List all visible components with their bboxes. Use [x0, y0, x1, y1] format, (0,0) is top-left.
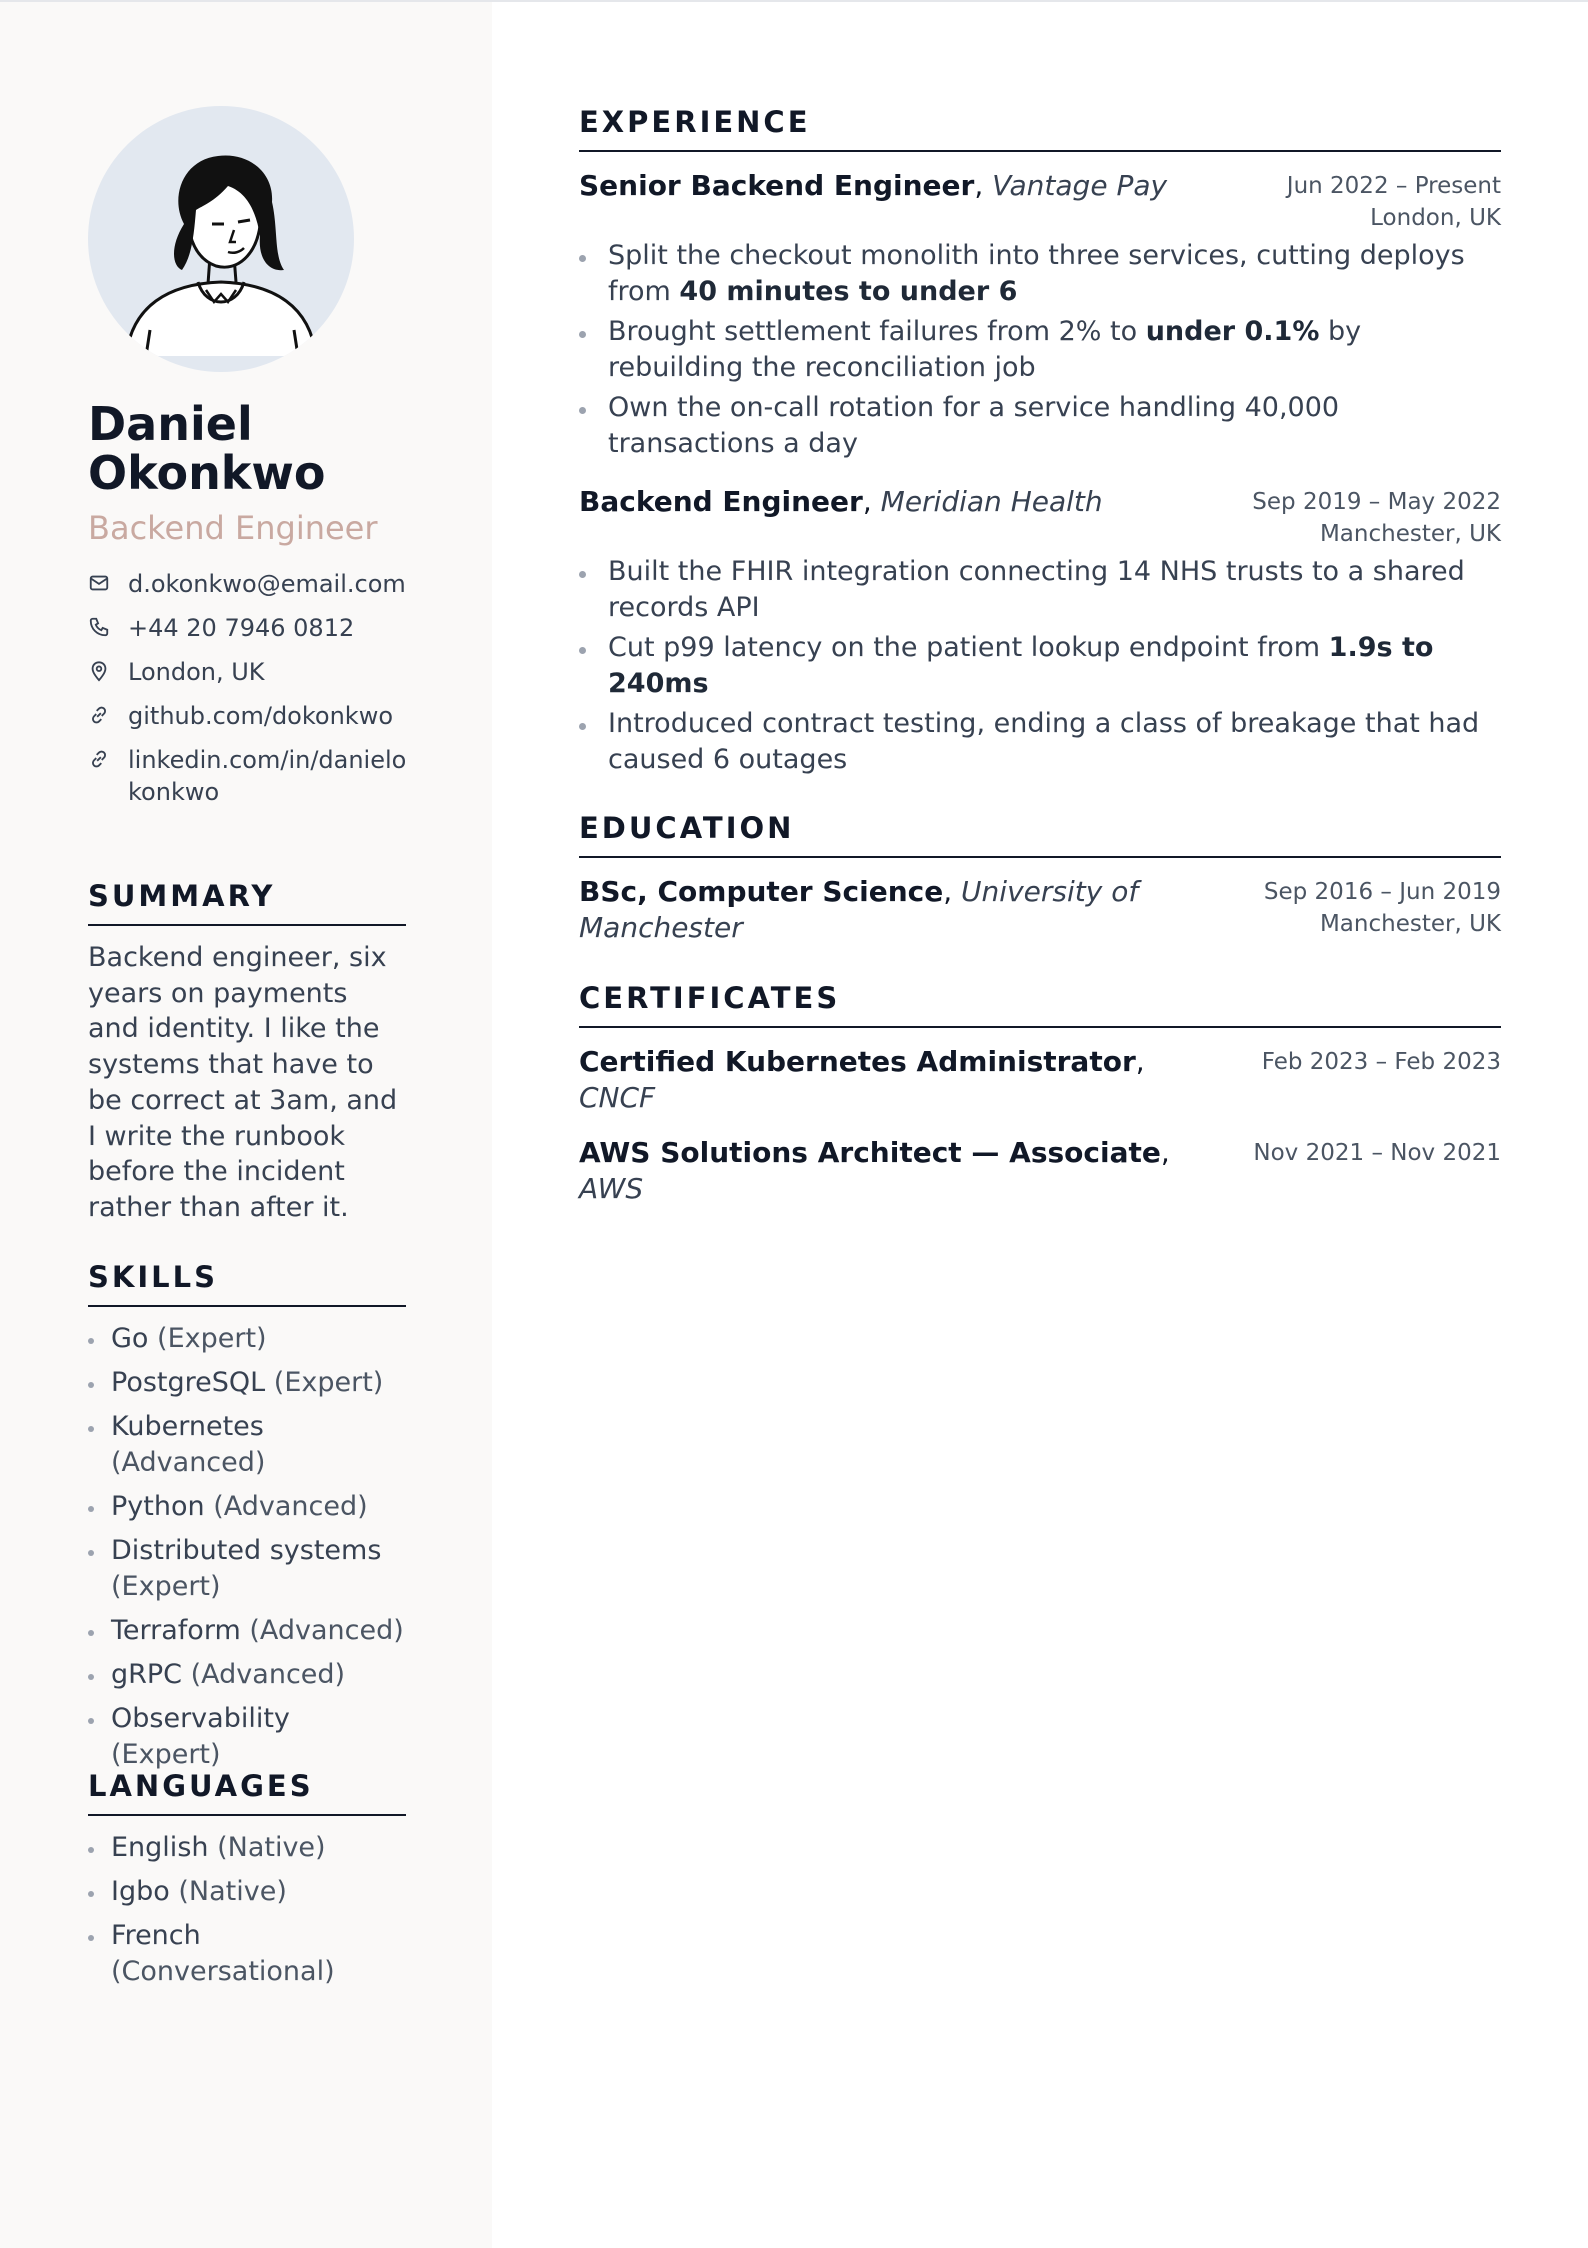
bullet-text: by rebuilding the reconciliation job — [608, 316, 1362, 383]
list-item — [88, 1701, 406, 1773]
job-dates: Jun 2022 – Present — [1286, 173, 1501, 199]
job-title-line: Backend Engineer, Meridian Health — [579, 485, 1103, 518]
job-title-line: Senior Backend Engineer, Vantage Pay — [579, 169, 1168, 202]
list-item — [579, 238, 1501, 310]
certificate-entry — [579, 1135, 1501, 1207]
job-role: Senior Backend Engineer — [579, 169, 975, 202]
contact-github-text: github.com/dokonkwo — [128, 702, 394, 730]
candidate-name: Daniel Okonkwo — [88, 397, 326, 500]
bullet-highlight: 1.9s to 240ms — [608, 632, 1434, 699]
bullet-text: Cut p99 latency on the patient lookup endpoint from — [608, 632, 1329, 663]
languages-heading: LANGUAGES — [88, 1768, 406, 1816]
education-entry — [579, 874, 1501, 946]
certificate-dates: Nov 2021 – Nov 2021 — [1253, 1140, 1501, 1166]
list-item — [88, 1918, 406, 1990]
languages-section — [88, 1768, 406, 1998]
language-level: (Native) — [178, 1876, 287, 1907]
skills-section — [88, 1259, 406, 1781]
contact-location-text: London, UK — [128, 658, 265, 686]
avatar — [88, 106, 354, 372]
language-level: (Native) — [217, 1832, 326, 1863]
list-item — [579, 390, 1501, 462]
list-item — [579, 554, 1501, 626]
sidebar — [0, 2, 492, 2248]
list-item — [88, 1613, 406, 1649]
list-item — [579, 314, 1501, 386]
contact-linkedin[interactable] — [88, 744, 418, 808]
bullet-text: Split the checkout monolith into three services, cutting deploys from — [608, 240, 1465, 307]
list-item — [579, 630, 1501, 702]
contact-email[interactable] — [88, 568, 418, 600]
certificates-heading: CERTIFICATES — [579, 980, 1501, 1028]
skill-level: (Advanced) — [213, 1491, 368, 1522]
certificate-entry — [579, 1044, 1501, 1116]
skill-level: (Expert) — [111, 1571, 221, 1602]
degree: BSc, Computer Science — [579, 875, 944, 908]
contact-location — [88, 656, 418, 688]
contact-linkedin-text: linkedin.com/in/danielokonkwo — [128, 746, 407, 806]
institution: University of Manchester — [579, 875, 1139, 944]
language-name: English — [111, 1832, 209, 1863]
bullet-text: Built the FHIR integration connecting 14 NHS trusts to a shared records API — [608, 556, 1465, 623]
skill-level: (Advanced) — [111, 1447, 266, 1478]
skill-name: Kubernetes — [111, 1411, 264, 1442]
bullet-text: Own the on-call rotation for a service handling 40,000 transactions a day — [608, 392, 1340, 459]
summary-text: Backend engineer, six years on payments and identity. I like the systems that have to be correct at 3am, and I write the runbook before the incident rather than after it. — [88, 942, 398, 1223]
skill-name: Python — [111, 1491, 205, 1522]
summary-section — [88, 878, 406, 1226]
job-location: London, UK — [1370, 205, 1501, 231]
skill-level: (Expert) — [273, 1367, 384, 1398]
skill-level: (Expert) — [111, 1739, 221, 1770]
job-entry — [579, 168, 1501, 466]
job-meta — [1252, 484, 1501, 550]
list-item — [579, 706, 1501, 778]
job-company: Meridian Health — [880, 485, 1103, 518]
job-meta — [1287, 168, 1501, 234]
contact-list — [88, 568, 418, 820]
person-illustration-icon — [88, 106, 354, 372]
education-meta — [1264, 874, 1501, 940]
language-name: French — [111, 1920, 201, 1951]
bullet-text: Introduced contract testing, ending a class of breakage that had caused 6 outages — [608, 708, 1480, 775]
skill-name: Go — [111, 1323, 149, 1354]
languages-list — [88, 1830, 406, 1990]
location-pin-icon — [88, 658, 116, 686]
candidate-title: Backend Engineer — [88, 509, 378, 547]
list-item — [88, 1874, 406, 1910]
skill-level: (Advanced) — [249, 1615, 404, 1646]
job-entry — [579, 484, 1501, 782]
job-company: Vantage Pay — [992, 169, 1168, 202]
skills-list — [88, 1321, 406, 1773]
link-icon — [88, 702, 116, 730]
certificate-title-line: Certified Kubernetes Administrator, CNCF — [579, 1045, 1145, 1114]
education-title-line: BSc, Computer Science, University of Manchester — [579, 875, 1139, 944]
list-item — [88, 1657, 406, 1693]
skill-name: Observability — [111, 1703, 290, 1734]
contact-phone[interactable] — [88, 612, 418, 644]
job-location: Manchester, UK — [1319, 521, 1501, 547]
contact-email-text: d.okonkwo@email.com — [128, 570, 406, 598]
certificate-title-line: AWS Solutions Architect — Associate, AWS — [579, 1136, 1170, 1205]
education-location: Manchester, UK — [1319, 911, 1501, 937]
skill-name: PostgreSQL — [111, 1367, 266, 1398]
mail-icon — [88, 570, 116, 598]
contact-phone-text: +44 20 7946 0812 — [128, 614, 355, 642]
language-level: (Conversational) — [111, 1956, 335, 1987]
job-role: Backend Engineer — [579, 485, 863, 518]
bullet-highlight: 40 minutes to under 6 — [679, 276, 1018, 307]
link-icon — [88, 746, 116, 774]
list-item — [88, 1489, 406, 1525]
list-item — [88, 1409, 406, 1481]
job-bullets — [579, 238, 1501, 462]
job-dates: Sep 2019 – May 2022 — [1252, 489, 1501, 515]
phone-icon — [88, 614, 116, 642]
skill-name: Terraform — [111, 1615, 241, 1646]
skill-name: Distributed systems — [111, 1535, 382, 1566]
language-name: Igbo — [111, 1876, 170, 1907]
list-item — [88, 1533, 406, 1605]
skill-name: gRPC — [111, 1659, 183, 1690]
education-dates: Sep 2016 – Jun 2019 — [1263, 879, 1501, 905]
list-item — [88, 1365, 406, 1401]
list-item — [88, 1321, 406, 1357]
certificate-issuer: AWS — [579, 1172, 644, 1205]
certificate-name: AWS Solutions Architect — Associate — [579, 1136, 1161, 1169]
certificate-name: Certified Kubernetes Administrator — [579, 1045, 1136, 1078]
education-heading: EDUCATION — [579, 810, 1501, 858]
skill-level: (Expert) — [157, 1323, 267, 1354]
experience-heading: EXPERIENCE — [579, 104, 1501, 152]
skill-level: (Advanced) — [190, 1659, 346, 1690]
bullet-highlight: under 0.1% — [1145, 316, 1320, 347]
summary-heading: SUMMARY — [88, 878, 406, 926]
contact-github[interactable] — [88, 700, 418, 732]
job-bullets — [579, 554, 1501, 778]
bullet-text: Brought settlement failures from 2% to — [608, 316, 1146, 347]
certificate-issuer: CNCF — [579, 1081, 656, 1114]
list-item — [88, 1830, 406, 1866]
certificate-dates: Feb 2023 – Feb 2023 — [1261, 1049, 1501, 1075]
skills-heading: SKILLS — [88, 1259, 406, 1307]
